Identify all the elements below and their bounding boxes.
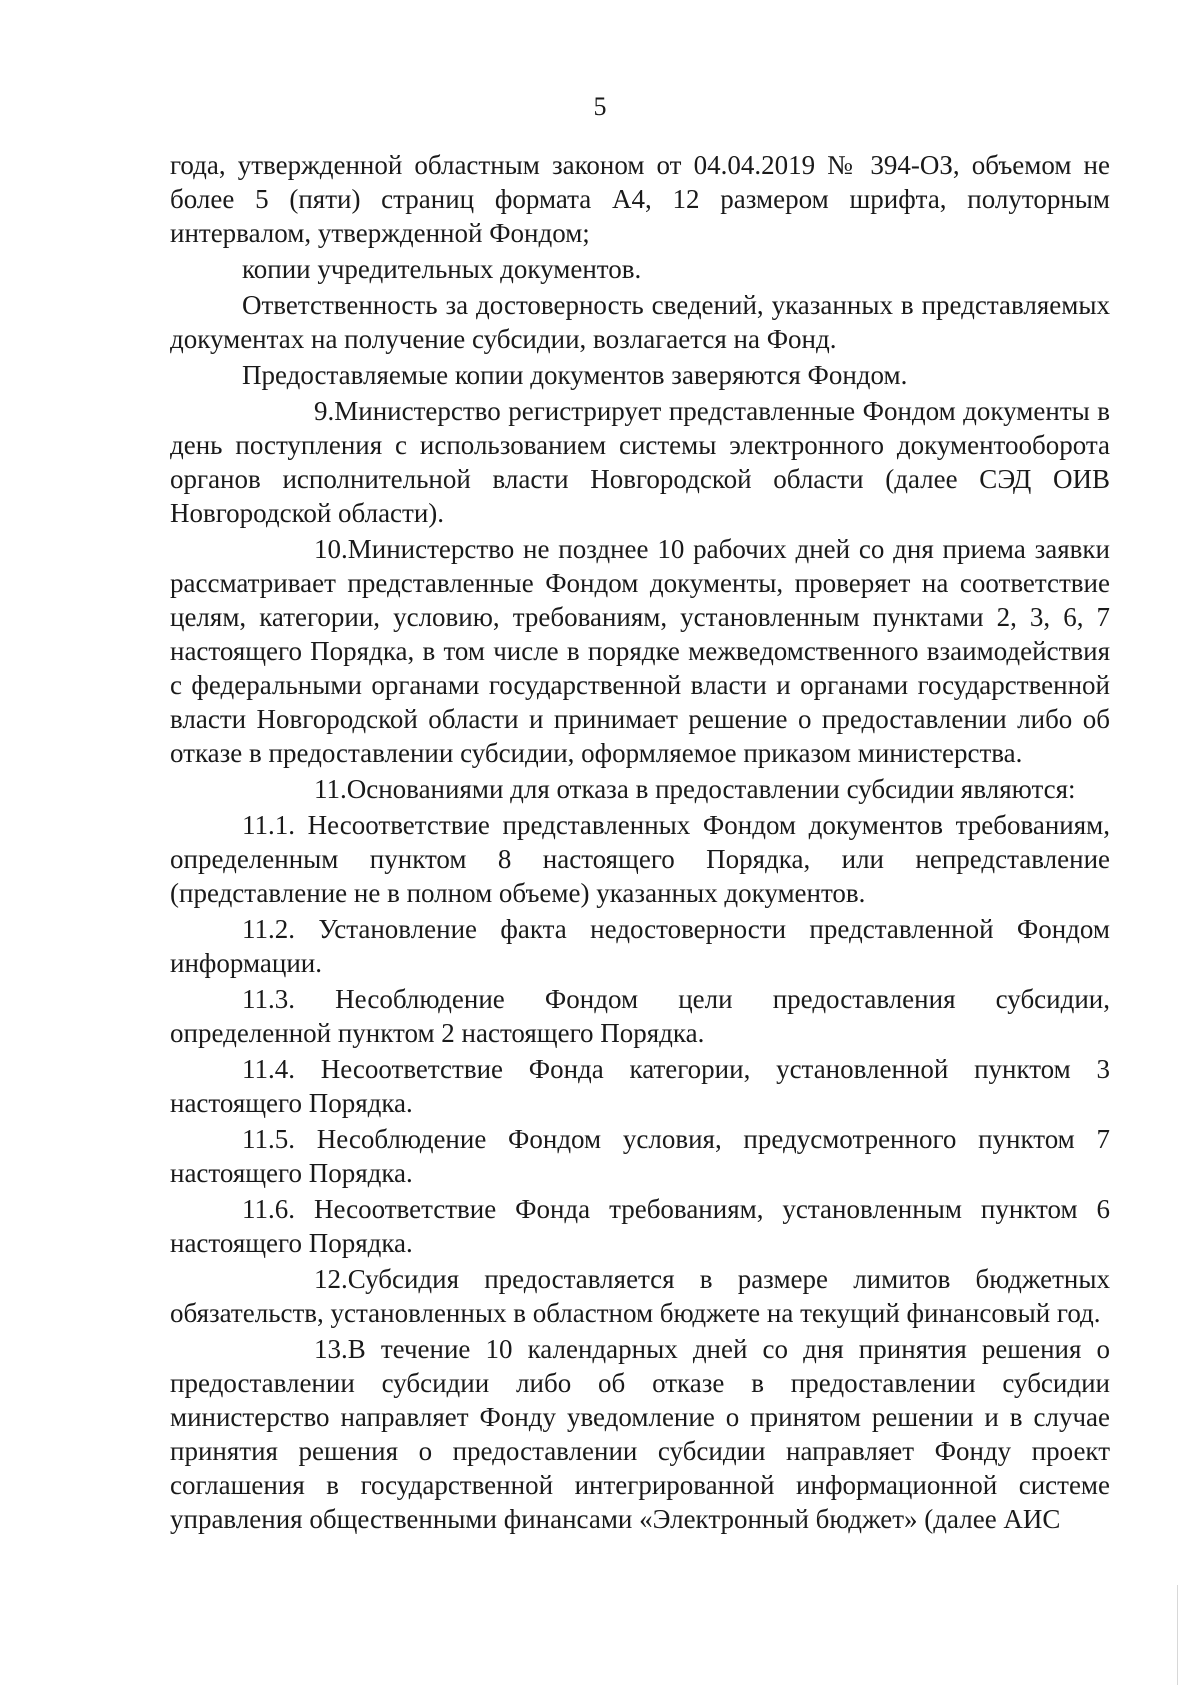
paragraph-p6 (170, 772, 1110, 806)
paragraph-text: Предоставляемые копии документов заверяются Фондом. (242, 360, 908, 390)
paragraph-p5 (170, 532, 1110, 770)
paragraph-text: 11.6. Несоответствие Фонда требованиям, установленным пунктом 6 настоящего Порядка. (170, 1194, 1110, 1258)
paragraph-p2 (170, 288, 1110, 356)
paragraph-number: 9. (314, 396, 335, 426)
paragraph-p12 (170, 1192, 1110, 1260)
paragraph-p14 (170, 1332, 1110, 1536)
paragraph-text: Ответственность за достоверность сведений, указанных в представляемых документах на получение субсидии, возлагается на Фонд. (170, 290, 1110, 354)
paragraph-p11 (170, 1122, 1110, 1190)
paragraph-text: 11.1. Несоответствие представленных Фондом документов требованиям, определенным пунктом 8 настоящего Порядка, или непредставление (представление не в полном объеме) указанных документов. (170, 810, 1110, 908)
paragraph-text: копии учредительных документов. (242, 254, 642, 284)
paragraph-number: 10. (314, 534, 348, 564)
paragraph-number: 13. (314, 1334, 348, 1364)
paragraph-text: 11.5. Несоблюдение Фондом условия, предусмотренного пунктом 7 настоящего Порядка. (170, 1124, 1110, 1188)
paragraph-text: В течение 10 календарных дней со дня принятия решения о предоставлении субсидии либо об отказе в предоставлении субсидии министерство направляет Фонду уведомление о принятом решении и в случае принятия решения о предоставлении субсидии направляет Фонду проект соглашения в государственной интегрированной информационной системе управления общественными финансами «Электронный бюджет» (далее АИС (170, 1334, 1110, 1534)
paragraph-text: 11.2. Установление факта недостоверности представленной Фондом информации. (170, 914, 1110, 978)
paragraph-text: Министерство регистрирует представленные Фондом документы в день поступления с использованием системы электронного документооборота органов исполнительной власти Новгородской области (далее СЭД ОИВ Новгородской области). (170, 396, 1110, 528)
paragraph-text: Субсидия предоставляется в размере лимитов бюджетных обязательств, установленных в областном бюджете на текущий финансовый год. (170, 1264, 1110, 1328)
paragraph-p0 (170, 148, 1110, 250)
paragraph-p4 (170, 394, 1110, 530)
paragraph-p3 (170, 358, 1110, 392)
paragraph-number: 12. (314, 1264, 348, 1294)
paragraph-number: 11. (314, 774, 347, 804)
paragraph-text: года, утвержденной областным законом от 04.04.2019 № 394-ОЗ, объемом не более 5 (пяти) страниц формата А4, 12 размером шрифта, полуторным интервалом, утвержденной Фондом; (170, 150, 1110, 248)
paragraph-p13 (170, 1262, 1110, 1330)
page-number: 5 (593, 92, 607, 121)
paragraph-p10 (170, 1052, 1110, 1120)
scan-edge-mark (1177, 1585, 1178, 1685)
paragraph-p8 (170, 912, 1110, 980)
paragraph-p1 (170, 252, 1110, 286)
paragraph-p7 (170, 808, 1110, 910)
document-body (170, 148, 1110, 1538)
paragraph-text: 11.4. Несоответствие Фонда категории, установленной пунктом 3 настоящего Порядка. (170, 1054, 1110, 1118)
paragraph-text: 11.3. Несоблюдение Фондом цели предоставления субсидии, определенной пунктом 2 настоящего Порядка. (170, 984, 1110, 1048)
paragraph-text: Министерство не позднее 10 рабочих дней со дня приема заявки рассматривает представленные Фондом документы, проверяет на соответствие целям, категории, условию, требованиям, установленным пунктами 2, 3, 6, 7 настоящего Порядка, в том числе в порядке межведомственного взаимодействия с федеральными органами государственной власти и органами государственной власти Новгородской области и принимает решение о предоставлении либо об отказе в предоставлении субсидии, оформляемое приказом министерства. (170, 534, 1110, 768)
paragraph-text: Основаниями для отказа в предоставлении субсидии являются: (346, 774, 1076, 804)
paragraph-p9 (170, 982, 1110, 1050)
